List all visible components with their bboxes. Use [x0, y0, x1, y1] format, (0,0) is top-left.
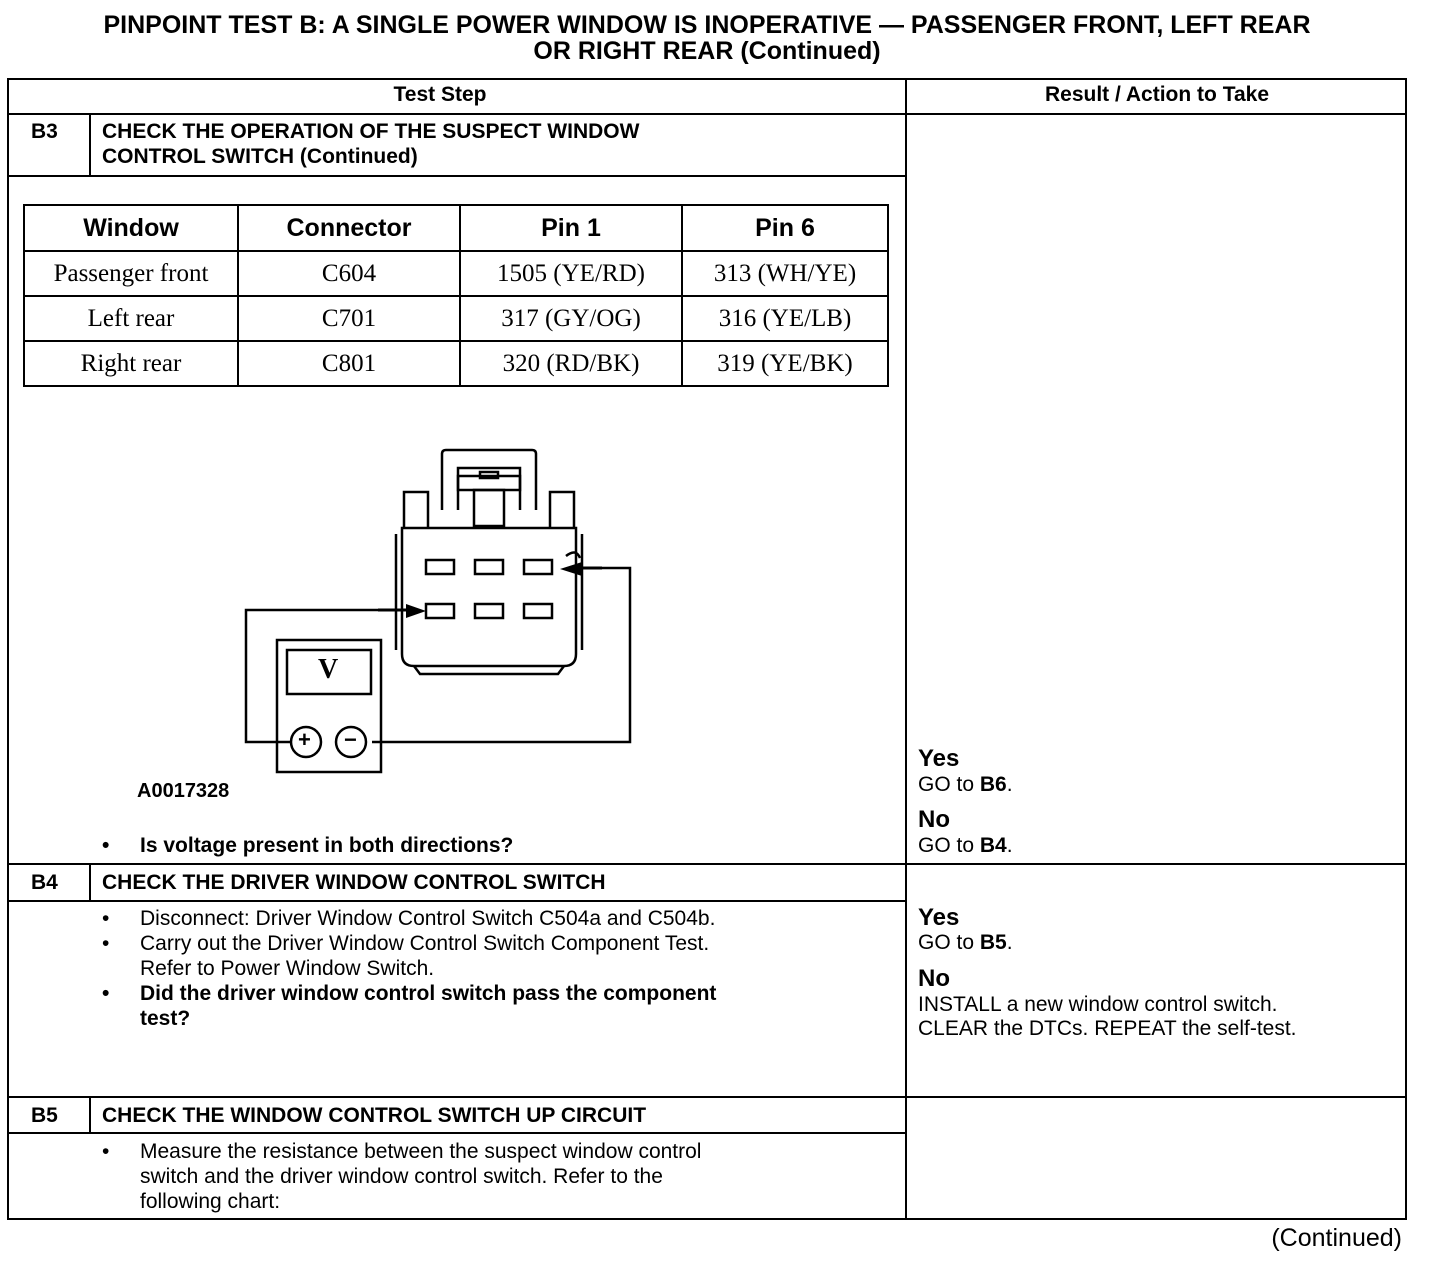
col-window: Window: [24, 205, 238, 251]
table-row: [24, 341, 888, 386]
b5-bullets: [102, 1139, 701, 1214]
title-line-1: PINPOINT TEST B: A SINGLE POWER WINDOW IS INOPERATIVE — PASSENGER FRONT, LEFT REAR: [103, 11, 1311, 39]
minus-terminal-label: −: [344, 727, 357, 752]
b4-title-divider: [7, 900, 907, 902]
b4-id-divider: [89, 863, 91, 901]
voltmeter-connector-diagram: [230, 440, 650, 780]
header-test-step: Test Step: [393, 83, 487, 106]
list-item: • Measure the resistance between the suspect window control switch and the driver window control switch. Refer to the following chart:: [102, 1140, 702, 1213]
b3-bullets: [102, 833, 513, 858]
cell-window: Left rear: [24, 296, 238, 341]
b3-result-no-action: GO to B4.: [918, 834, 1013, 857]
b3-result-no: No: [918, 806, 950, 833]
cell-connector: C801: [238, 341, 460, 386]
cell-pin-1: 317 (GY/OG): [460, 296, 682, 341]
plus-terminal-label: +: [298, 727, 311, 752]
step-id-b4: B4: [31, 871, 58, 894]
page-title: [0, 12, 1414, 64]
list-item: • Carry out the Driver Window Control Switch Component Test. Refer to Power Window Switch.: [102, 932, 710, 980]
b4-title: CHECK THE DRIVER WINDOW CONTROL SWITCH: [102, 871, 606, 894]
col-pin-1: Pin 1: [460, 205, 682, 251]
cell-window: Passenger front: [24, 251, 238, 296]
b3-b4-divider: [7, 863, 1407, 865]
connector-icon: [396, 450, 582, 674]
figure-id: A0017328: [137, 780, 230, 802]
table-row: [24, 251, 888, 296]
cell-connector: C604: [238, 251, 460, 296]
list-item: • Is voltage present in both directions?: [102, 834, 514, 857]
continued-label: (Continued): [1271, 1224, 1402, 1252]
header-result: Result / Action to Take: [1044, 83, 1270, 106]
table-row: [24, 296, 888, 341]
cell-window: Right rear: [24, 341, 238, 386]
b3-title-line-1: CHECK THE OPERATION OF THE SUSPECT WINDOW: [102, 120, 640, 143]
cell-pin-1: 320 (RD/BK): [460, 341, 682, 386]
b5-id-divider: [89, 1096, 91, 1134]
column-divider: [905, 78, 907, 1220]
step-id-b5: B5: [31, 1104, 58, 1127]
step-id-b3: B3: [31, 120, 58, 143]
b3-title: [102, 119, 639, 169]
wire-negative: [372, 568, 630, 742]
b3-id-divider: [89, 113, 91, 176]
b4-result-no-action: INSTALL a new window control switch. CLEAR the DTCs. REPEAT the self-test.: [918, 993, 1297, 1040]
col-pin-6: Pin 6: [682, 205, 888, 251]
list-item: • Did the driver window control switch pass the component test?: [102, 982, 717, 1030]
b4-b5-divider: [7, 1096, 1407, 1098]
b5-title: CHECK THE WINDOW CONTROL SWITCH UP CIRCUIT: [102, 1104, 647, 1127]
b4-result-no: No: [918, 965, 950, 992]
probe-icon: [378, 562, 602, 618]
b3-result-yes-action: GO to B6.: [918, 773, 1013, 796]
cell-pin-6: 319 (YE/BK): [682, 341, 888, 386]
list-item: • Disconnect: Driver Window Control Switch C504a and C504b.: [102, 907, 716, 930]
b4-bullets: [102, 906, 716, 1031]
cell-pin-6: 316 (YE/LB): [682, 296, 888, 341]
b3-title-divider: [7, 175, 907, 177]
wire-positive: [246, 610, 378, 742]
col-connector: Connector: [238, 205, 460, 251]
title-line-2: OR RIGHT REAR (Continued): [533, 37, 881, 65]
cell-connector: C701: [238, 296, 460, 341]
b3-title-line-2: CONTROL SWITCH (Continued): [102, 145, 418, 168]
cell-pin-6: 313 (WH/YE): [682, 251, 888, 296]
b4-result-yes-action: GO to B5.: [918, 931, 1013, 954]
connector-pin-table: [23, 204, 889, 387]
cell-pin-1: 1505 (YE/RD): [460, 251, 682, 296]
b5-title-divider: [7, 1132, 907, 1134]
b3-result-yes: Yes: [918, 745, 960, 772]
header-divider: [7, 113, 1407, 115]
meter-label: V: [318, 654, 339, 685]
b4-result-yes: Yes: [918, 904, 960, 931]
connector-table-header: [24, 205, 888, 251]
